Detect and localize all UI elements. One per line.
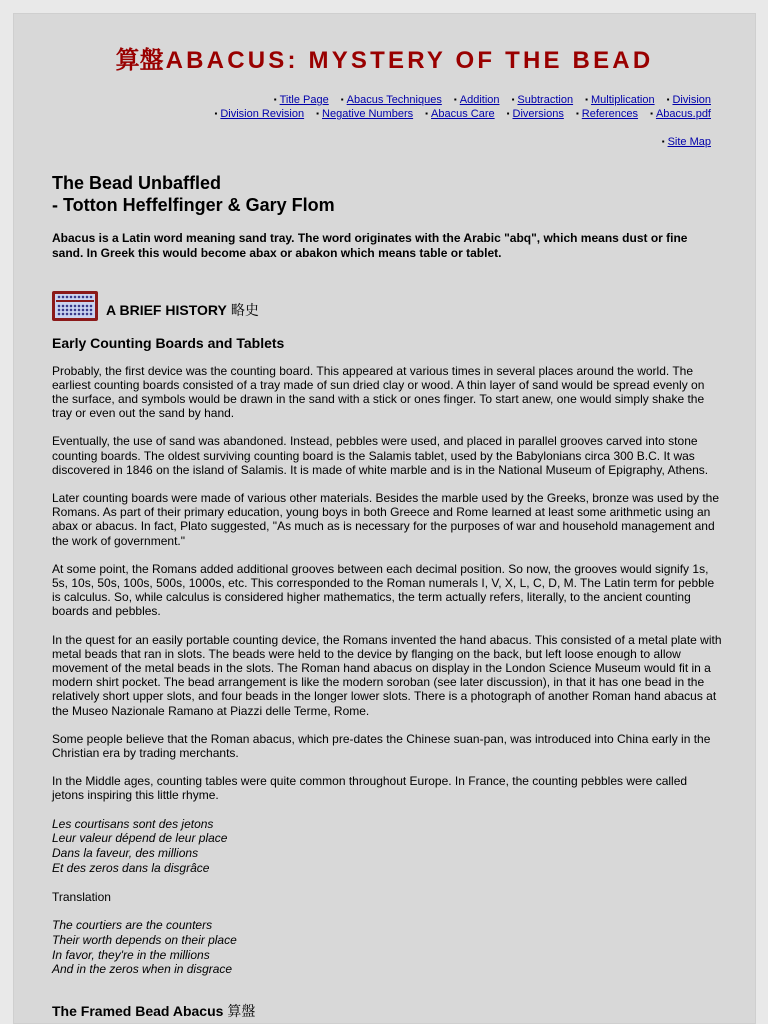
history-label-text: A BRIEF HISTORY [106,301,227,318]
nav-subtraction[interactable]: Subtraction [517,94,574,106]
framed-cjk: 算盤 [227,1004,256,1021]
article-content [52,172,722,1022]
poem-line: The courtiers are the counters [52,918,213,933]
poem-line: Dans la faveur, des millions [52,846,199,861]
site-title: ABACUS: MYSTERY OF THE BEAD [165,47,654,74]
poem-line: Et des zeros dans la disgrâce [52,861,210,876]
bullet-icon: ▪ [316,109,320,119]
history-heading [52,289,722,321]
nav-site-map[interactable]: Site Map [667,136,711,149]
bullet-icon: ▪ [666,95,670,104]
bullet-icon: ▪ [214,109,218,119]
poem-english [52,918,722,977]
paragraph: At some point, the Romans added additional grooves between each decimal position. So now, the grooves would signify 1s, 5s, 10s, 50s, 100s, 500s, 1000s, etc. This corresponded to the Roman numerals I, V, X, L, C, D, M. The Latin term for pebble is calculus. So, while calculus is considered higher mathematics, the term actually refers, literally, to the ancient counting boards and pebbles. [52,561,715,619]
poem-line: Leur valeur dépend de leur place [52,831,228,846]
bullet-icon: ▪ [511,95,515,104]
bullet-icon: ▪ [661,137,665,147]
poem-line: Les courtisans sont des jetons [52,816,214,831]
paragraph: Some people believe that the Roman abacus, which pre-dates the Chinese suan-pan, was introduced into China early in the Christian era by trading merchants. [52,731,711,761]
nav-addition[interactable]: Addition [459,94,500,106]
nav-references[interactable]: References [581,108,639,121]
bullet-icon: ▪ [506,109,510,119]
paragraph: Later counting boards were made of various other materials. Besides the marble used by the Greeks, bronze was used by the Romans. As part of their primary education, young boys in both Greece and Rome learned at least some arithmetic using an abax or abacus. In fact, Plato suggested, "As much as is necessary for the purposes of war and household management and the work of government." [52,491,720,548]
nav-abacus-care[interactable]: Abacus Care [431,108,495,121]
poem-french [52,817,722,876]
translation-label: Translation [52,889,111,904]
nav-row-1 [13,93,711,107]
bullet-icon: ▪ [575,109,579,119]
paragraph: In the Middle ages, counting tables were quite common throughout Europe. In France, the counting pebbles were called jetons inspiring this little rhyme. [52,774,688,803]
section-title-framed-abacus [52,1001,722,1021]
bullet-icon: ▪ [453,95,457,104]
bullet-icon: ▪ [273,95,277,104]
page [13,13,756,1024]
nav-abacus-techniques[interactable]: Abacus Techniques [346,94,442,106]
paragraph: In the quest for an easily portable counting device, the Romans invented the hand abacus. This consisted of a metal plate with metal beads that ran in slots. The beads were held to the device by flanging on the back, but left loose enough to allow movement of the metal beads in the slots. The Roman hand abacus on display in the London Science Museum would fit in a modern shirt pocket. The bead arrangement is like the modern soroban (see later discussion), in that it has one bead in the relatively short upper slots, and four beads in the longer lower slots. There is a photograph of another Roman hand abacus at the Museo Nazionale Ramano at Piazzi delle Terme, Rome. [52,632,722,718]
bullet-icon: ▪ [585,95,588,104]
nav-row-2 [13,107,711,121]
nav-division[interactable]: Division [672,94,711,106]
paragraph: Probably, the first device was the counting board. This appeared at various times in several places around the world. The earliest counting boards consisted of a tray made of sun dried clay or wood. A thin layer of sand would be spread evenly on the surface, and symbols would be drawn in the sand with a stick or ones finger. To start anew, one would simply shake the tray or even out the sand by hand. [52,363,705,421]
poem-line: And in the zeros when in disgrace [52,962,233,977]
article-title-line1: The Bead Unbaffled [52,172,222,193]
nav-multiplication[interactable]: Multiplication [590,94,655,106]
abacus-icon [52,291,98,321]
bullet-icon: ▪ [425,109,429,119]
poem-line: In favor, they're in the millions [52,947,210,962]
nav-row-sitemap [13,135,711,149]
site-header [13,40,756,75]
bullet-icon: ▪ [340,95,344,104]
intro-paragraph: Abacus is a Latin word meaning sand tray. The word originates with the Arabic "abq", which means dust or fine sand. In Greek this would become abax or abakon which means table or tablet. [52,230,688,260]
article-title [52,172,722,216]
bullet-icon: ▪ [650,109,653,119]
section-title-counting-boards: Early Counting Boards and Tablets [52,334,285,351]
history-cjk: 略史 [230,302,259,319]
nav-links [13,93,711,150]
paragraph: Eventually, the use of sand was abandoned. Instead, pebbles were used, and placed in parallel grooves carved into stone counting boards. The oldest surviving counting board is the Salamis tablet, used by the Babylonians circa 300 B.C. It was discovered in 1846 on the island of Salamis. It is made of white marble and is in the National Museum of Epigraphy, Athens. [52,434,709,477]
nav-diversions[interactable]: Diversions [512,108,564,121]
nav-negative-numbers[interactable]: Negative Numbers [322,108,414,121]
article-authors: - Totton Heffelfinger & Gary Flom [52,194,335,215]
framed-title-text: The Framed Bead Abacus [52,1003,224,1020]
nav-title-page[interactable]: Title Page [279,94,329,106]
nav-abacus-pdf[interactable]: Abacus.pdf [655,108,711,121]
header-cjk: 算盤 [115,46,164,74]
history-label [106,300,259,320]
poem-line: Their worth depends on their place [52,932,237,947]
nav-division-revision[interactable]: Division Revision [220,108,305,121]
